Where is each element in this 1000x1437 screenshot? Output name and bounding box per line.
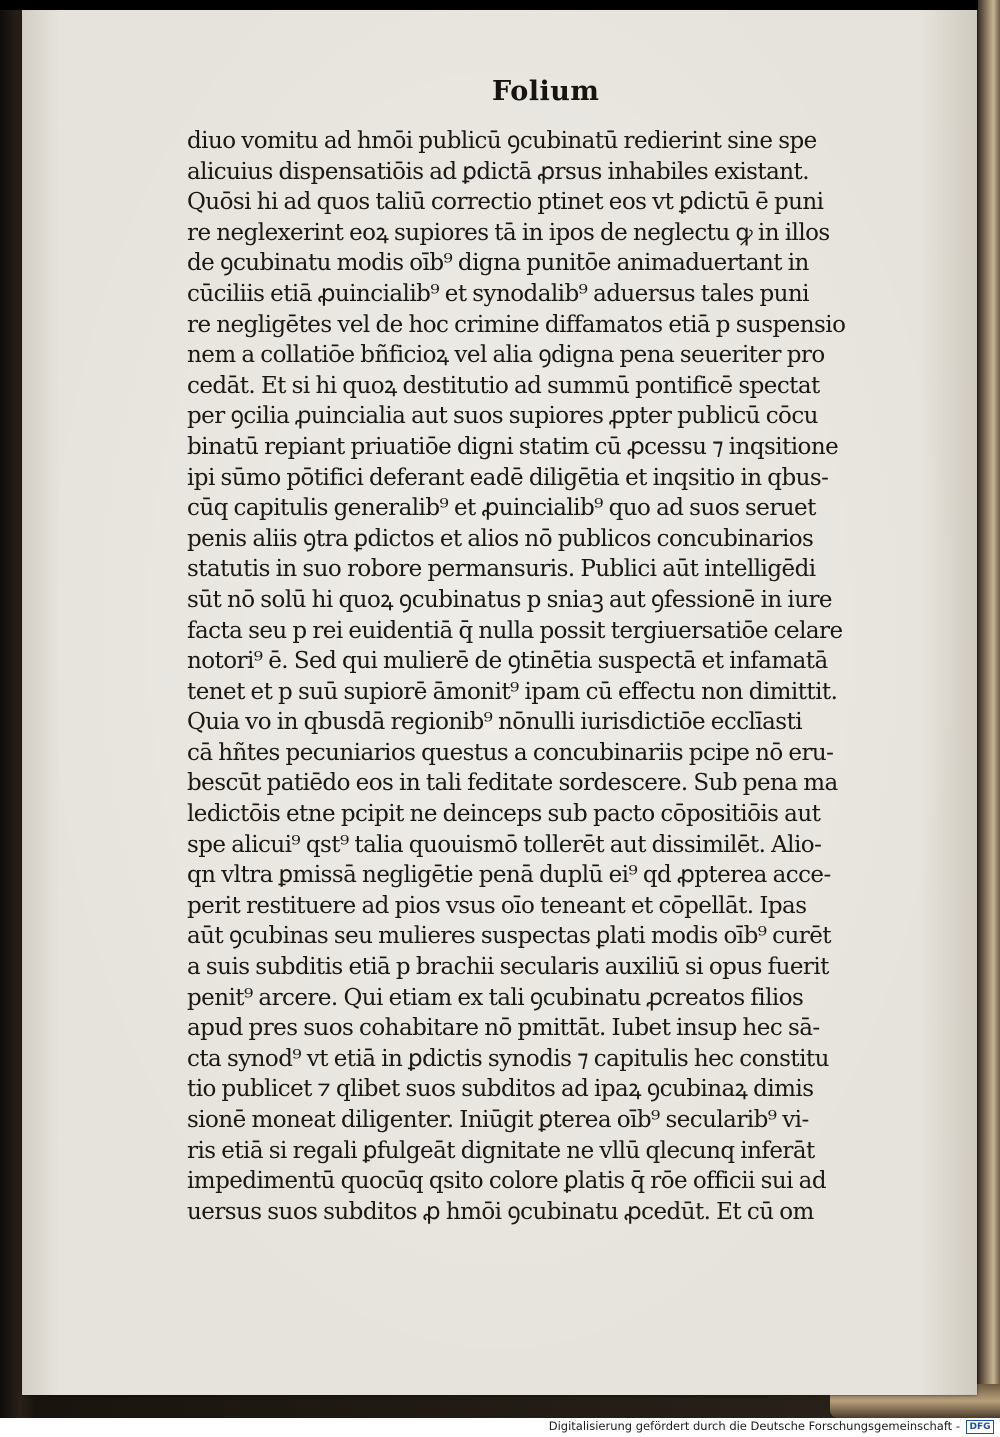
text-line: ipi sūmo pōtifici deferant eadē diligētia et inqsitio in qbus‑ xyxy=(187,464,829,491)
page-heading: Folium xyxy=(492,76,600,107)
text-line: qn vltra ꝑmissā negligētie penā duplū ei⁹ qd ꝓpterea acce‑ xyxy=(187,862,831,889)
book-page xyxy=(22,10,977,1395)
text-line: aūt ꝯcubinas seu mulieres suspectas ꝑlati modis oīb⁹ curēt xyxy=(187,923,831,950)
text-line: penis aliis ꝯtra ꝑdictos et alios nō publicos concubinarios xyxy=(187,525,814,552)
dfg-logo: DFG xyxy=(966,1420,994,1434)
text-line: ris etiā si regali ꝑfulgeāt dignitate ne vllū qlecunq inferāt xyxy=(187,1137,815,1164)
text-line: spe alicui⁹ qst⁹ talia quouismō tollerēt aut dissimilēt. Alio‑ xyxy=(187,831,822,858)
text-line: perit restituere ad pios vsus oīo teneant et cōpellāt. Ipas xyxy=(187,892,807,919)
text-line: cta synod⁹ vt etiā in ꝑdictis synodis ⁊ capitulis hec constitu xyxy=(187,1045,829,1072)
text-line: sūt nō solū hi quoꝝ ꝯcubinatus p sniaꝫ aut ꝯfessionē in iure xyxy=(187,586,832,613)
text-line: re negligētes vel de hoc crimine diffamatos etiā p suspensio xyxy=(187,311,846,338)
text-line: cūciliis etiā ꝓuincialib⁹ et synodalib⁹ aduersus tales puni xyxy=(187,280,809,307)
text-line: sionē moneat diligenter. Iniūgit ꝑterea oīb⁹ secularib⁹ vi‑ xyxy=(187,1107,809,1133)
text-line: a suis subditis etiā p brachii secularis auxiliū si opus fuerit xyxy=(187,954,829,981)
text-line: Quia vo in qbusdā regionib⁹ nōnulli iurisdictiōe ecclīasti xyxy=(187,709,803,736)
text-line: penit⁹ arcere. Qui etiam ex tali ꝯcubinatu ꝓcreatos filios xyxy=(187,984,804,1011)
text-line: statutis in suo robore permansuris. Publici aūt intelligēdi xyxy=(187,556,816,583)
text-line: de ꝯcubinatu modis oīb⁹ digna punitōe animaduertant in xyxy=(187,250,809,277)
text-line: impedimentū quocūq qsito colore ꝑlatis q̄ rōe officii sui ad xyxy=(187,1168,827,1195)
text-line: apud pres suos cohabitare nō pmittāt. Iubet insup hec sā‑ xyxy=(187,1015,820,1042)
text-line: alicuius dispensatiōis ad ꝑdictā ꝓrsus inhabiles existant. xyxy=(187,158,809,185)
text-line: per ꝯcilia ꝓuincialia aut suos supiores ꝓpter publicū cōcu xyxy=(187,403,818,430)
text-line: nem a collatiōe bñficioꝝ vel alia ꝯdigna pena seueriter pro xyxy=(187,342,825,369)
text-line: facta seu p rei euidentiā q̄ nulla possit tergiuersatiōe celare xyxy=(187,617,843,644)
text-line: re neglexerint eoꝝ supiores tā in ipos de neglectu ꝙ in illos xyxy=(187,219,830,246)
text-line: cā hñtes pecuniarios questus a concubinariis pcipe nō eru‑ xyxy=(187,739,834,766)
text-line: ledictōis etne pcipit ne deinceps sub pacto cōpositiōis aut xyxy=(187,801,821,828)
text-line: binatū repiant priuatiōe digni statim cū ꝓcessu ⁊ inqsitione xyxy=(187,433,839,460)
text-line: notori⁹ ē. Sed qui mulierē de ꝯtinētia suspectā et infamatā xyxy=(187,648,828,675)
text-line: cūq capitulis generalib⁹ et ꝓuincialib⁹ quo ad suos seruet xyxy=(187,495,816,522)
text-line: uersus suos subditos ꝓ hmōi ꝯcubinatu ꝓcedūt. Et cū om xyxy=(187,1198,814,1225)
footer-bar xyxy=(0,1418,1000,1437)
text-line: tio publicet ⁊ qlibet suos subditos ad ipaꝝ ꝯcubinaꝝ dimis xyxy=(187,1076,814,1103)
body-text xyxy=(187,126,917,1227)
page-edge-right xyxy=(978,0,1000,1418)
text-line: Quōsi hi ad quos taliū correctio ptinet eos vt ꝑdictū ē puni xyxy=(187,189,824,216)
scan-top-shadow xyxy=(0,0,1000,10)
text-line: tenet et p suū supiorē āmonit⁹ ipam cū effectu non dimittit. xyxy=(187,678,838,705)
text-line: cedāt. Et si hi quoꝝ destitutio ad summū pontificē spectat xyxy=(187,372,820,399)
text-line: bescūt patiēdo eos in tali feditate sordescere. Sub pena ma xyxy=(187,770,838,797)
funding-credit: Digitalisierung gefördert durch die Deutsche Forschungsgemeinschaft - xyxy=(548,1419,960,1433)
text-line: diuo vomitu ad hmōi publicū ꝯcubinatū redierint sine spe xyxy=(187,128,817,154)
